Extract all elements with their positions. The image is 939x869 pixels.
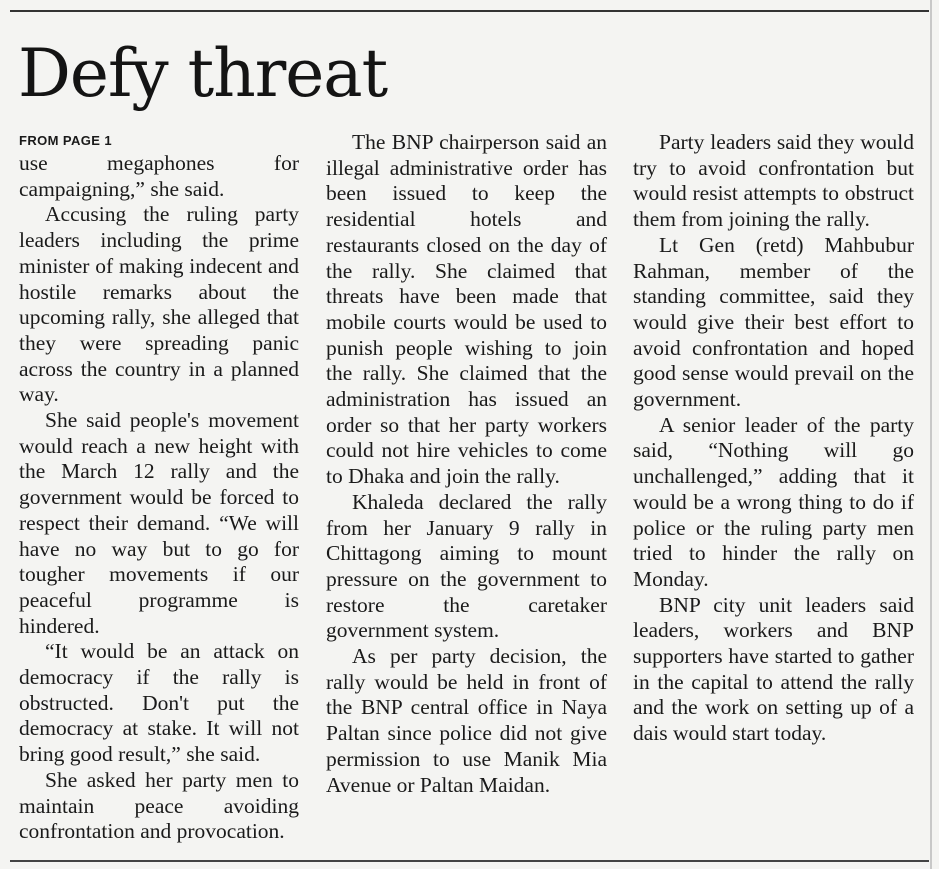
paragraph: Khaleda declared the rally from her January 9 rally in Chittagong aiming to mount pressure on the government to restore the caretaker government system. [326, 489, 607, 643]
paragraph: She said people's movement would reach a new height with the March 12 rally and the government would be forced to respect their demand. “We will have no way but to go for tougher movements if our peaceful programme is hindered. [19, 408, 299, 638]
paragraph: Accusing the ruling party leaders including the prime minister of making indecent and hostile remarks about the upcoming rally, she alleged that they were spreading panic across the country in a planned way. [19, 202, 299, 407]
page-edge [930, 0, 932, 869]
paragraph: As per party decision, the rally would be held in front of the BNP central office in Naya Paltan since police did not give permission to use Manik Mia Avenue or Paltan Maidan. [326, 644, 607, 797]
paragraph: A senior leader of the party said, “Nothing will go unchallenged,” adding that it would be a wrong thing to do if police or the ruling party men tried to hinder the rally on Monday. [633, 412, 914, 591]
paragraph: “It would be an attack on democracy if the rally is obstructed. Don't put the democracy at stake. It will not bring good result,” she said. [19, 639, 299, 767]
paragraph: use megaphones for campaigning,” she said. [19, 151, 299, 201]
headline: Defy threat [18, 35, 388, 112]
bottom-rule [10, 860, 929, 862]
column-3 [633, 130, 914, 747]
column-1 [19, 130, 299, 845]
paragraph: Lt Gen (retd) Mahbubur Rahman, member of the standing committee, said they would give their best effort to avoid confrontation and hoped good sense would prevail on the government. [633, 232, 914, 412]
jump-label: FROM PAGE 1 [19, 133, 113, 148]
paragraph: She asked her party men to maintain peace avoiding confrontation and provocation. [19, 767, 299, 844]
paragraph: BNP city unit leaders said leaders, workers and BNP supporters have started to gather in the capital to attend the rally and the work on setting up of a dais would start today. [633, 592, 914, 746]
paragraph: Party leaders said they would try to avoid confrontation but would resist attempts to obstruct them from joining the rally. [633, 130, 914, 232]
top-rule [10, 10, 929, 12]
column-2 [326, 130, 607, 798]
paragraph: The BNP chairperson said an illegal administrative order has been issued to keep the residential hotels and restaurants closed on the day of the rally. She claimed that threats have been made that mobile courts would be used to punish people wishing to join the rally. She claimed that the administration has issued an order so that her party workers could not hire vehicles to come to Dhaka and join the rally. [326, 130, 607, 489]
